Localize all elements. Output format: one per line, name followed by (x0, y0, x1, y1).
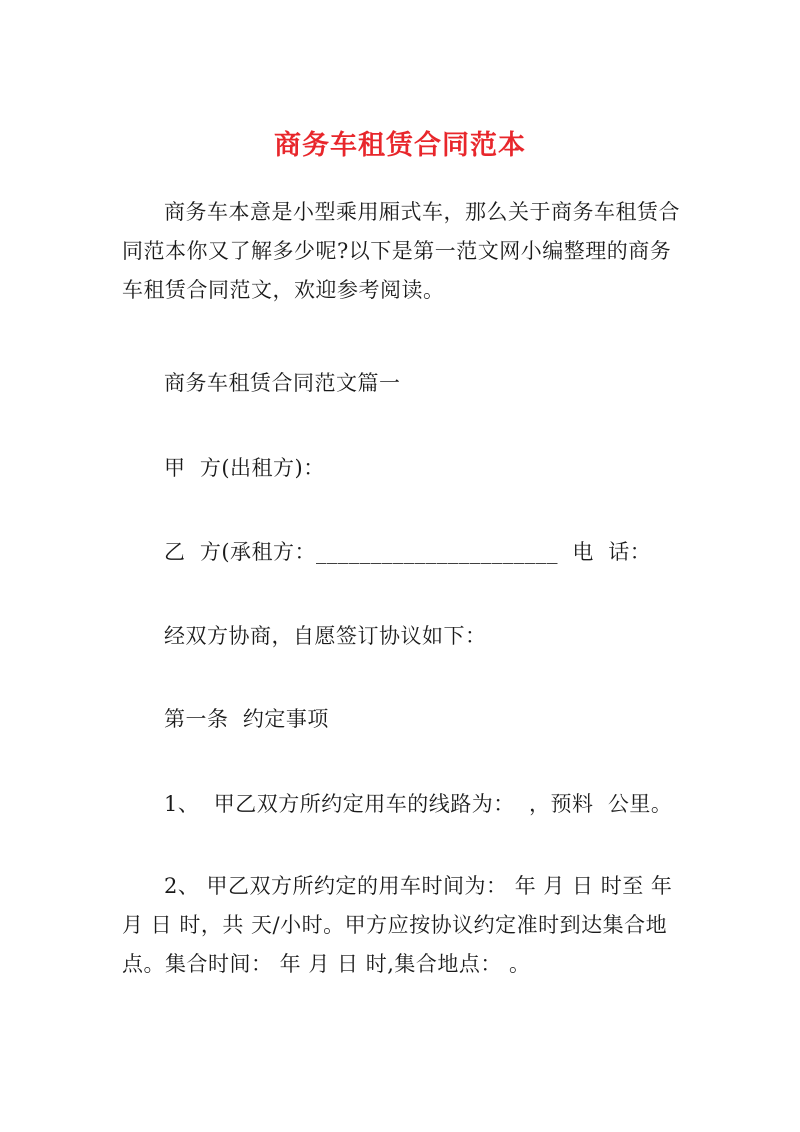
party-b-line: 乙 方(承租方：______________________ 电 话： (164, 540, 652, 564)
party-a-line: 甲 方(出租方)： (164, 456, 325, 480)
agreement-line: 经双方协商，自愿签订协议如下： (164, 624, 487, 648)
article-1-heading: 第一条 约定事项 (164, 707, 329, 731)
item-2-paragraph: 2、 甲乙双方所约定的用车时间为： 年 月 日 时至 年月 日 时，共 天/小时。甲方应按协议约定准时到达集合地点。集合时间： 年 月 日 时,集合地点： 。 (122, 874, 673, 976)
section-heading: 商务车租赁合同范文篇一 (164, 371, 401, 395)
document-title: 商务车租赁合同范本 (274, 130, 526, 161)
intro-paragraph: 商务车本意是小型乘用厢式车，那么关于商务车租赁合同范本你又了解多少呢?以下是第一范文网小编整理的商务车租赁合同范文，欢迎参考阅读。 (122, 200, 680, 302)
item-1-line: 1、 甲乙双方所约定用车的线路为： ，预料 公里。 (164, 792, 673, 816)
